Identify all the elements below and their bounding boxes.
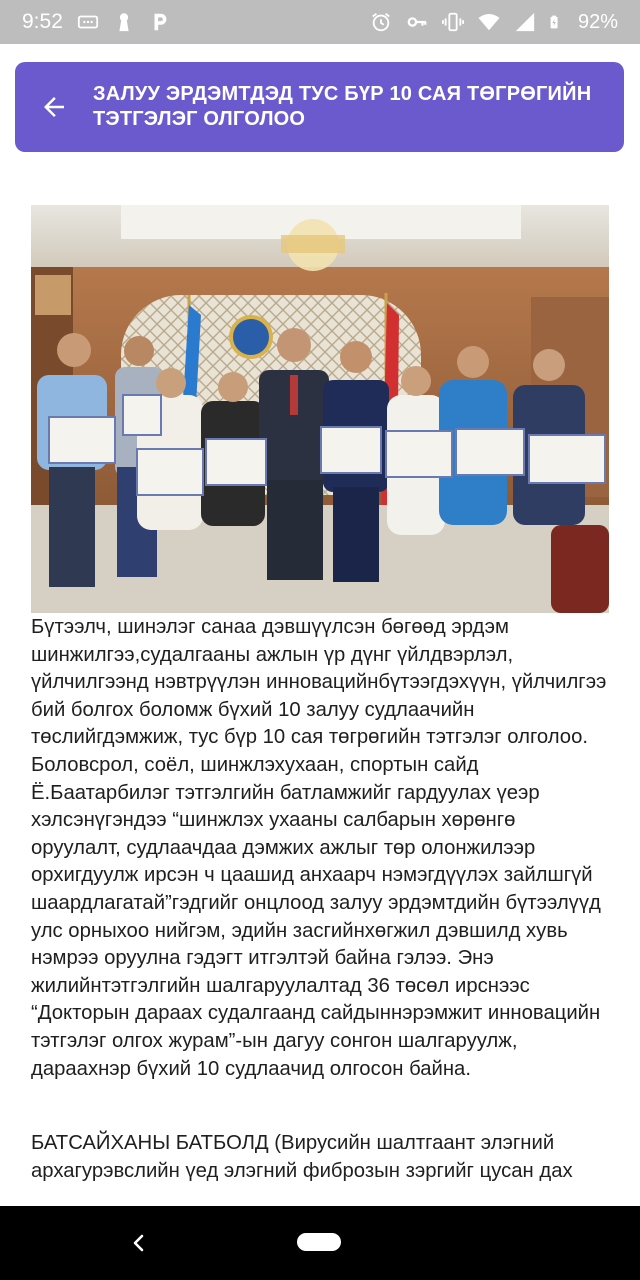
paragraph-spacer [31, 1083, 609, 1130]
key-icon [406, 11, 428, 33]
article-paragraph: БАТСАЙХАНЫ БАТБОЛД (Вирусийн шалтгаант элэгний архагурэвслийн үед элэгний фиброзын зэргийг цусан дах [31, 1132, 573, 1182]
wifi-icon [478, 11, 500, 33]
arrow-back-icon [39, 92, 69, 122]
nav-back-icon[interactable] [126, 1228, 150, 1258]
article-photo [31, 205, 609, 613]
article-header [15, 62, 624, 152]
nav-home-pill[interactable] [297, 1233, 341, 1251]
parking-icon [149, 11, 171, 33]
status-time: 9:52 [22, 10, 63, 33]
status-bar [0, 0, 640, 44]
alarm-icon [370, 11, 392, 33]
article-title: ЗАЛУУ ЭРДЭМТДЭД ТУС БҮР 10 САЯ ТӨГРӨГИЙН ТЭТГЭЛЭГ ОЛГОЛОО [93, 83, 592, 130]
article-body [31, 614, 609, 1185]
signal-icon [514, 11, 536, 33]
screen-cast-icon [77, 11, 99, 33]
vibrate-icon [442, 11, 464, 33]
battery-charging-icon [550, 11, 564, 33]
keyhole-icon [113, 11, 135, 33]
article-paragraph: Бүтээлч, шинэлэг санаа дэвшүүлсэн бөгөөд эрдэм шинжилгээ,судалгааны ажлын үр дүнг үйлдвэрлэл, үйлчилгээнд нэвтрүүлэн инновацийнбүтээгдэхүүн, үйлчилгээ бий болгох боломж бүхий 10 залуу судлаачийн төслийгдэмжиж, тус бүр 10 сая төгрөгийн тэтгэлэг олголоо. Боловсрол, соёл, шинжлэхухаан, спортын сайд Ё.Баатарбилэг тэтгэлгийн батламжийг гардуулах үеэр хэлсэнүгэндээ “шинжлэх ухааны салбарын хөрөнгө оруулалт, судлаачдаа дэмжих ажлыг төр олонжилээр орхигдуулж ирсэн ч цаашид анхаарч нэмэгдүүлэх зайлшгүй шаардлагатай”гэдгийг онцлоод залуу эрдэмтдийн бүтээлүүд улс орныхоо нийгэм, эдийн засгийнхөгжил дэвшилд хувь нэмрээ оруулна гэдэгт итгэлтэй байна гэлээ. Энэ жилийнтэтгэлгийн шалгаруулалтад 36 төсөл ирснээс “Докторын дараах судалгаанд сайдыннэрэмжит инновацийн тэтгэлэг олгох журам”-ын дагуу сонгон шалгаруулж, дараахнэр бүхий 10 судлаачид олгосон байна. [31, 616, 607, 1080]
battery-percent: 92% [577, 10, 618, 33]
back-button[interactable] [15, 62, 93, 152]
